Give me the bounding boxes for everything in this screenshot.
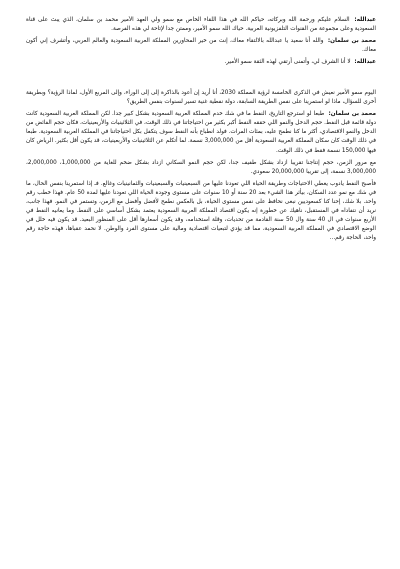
paragraph-7 <box>26 180 376 243</box>
paragraph-4 <box>26 89 376 107</box>
paragraph-2 <box>26 37 376 55</box>
paragraph-3 <box>26 58 376 67</box>
document-page <box>26 16 376 556</box>
speaker-label: عبدالله: <box>354 59 376 66</box>
paragraph-text: لا أنا الشرف لي، وأتمنى أرتقي لهذه الثقة سمو الأمير. <box>224 59 351 66</box>
paragraph-text: فأصبح النفط يادوب يغطي الاحتياجات وطريقة الحياة اللي تعودنا عليها من السبعينيات والسبعينيات والثمانينيات وغالع. فـ إذا استمرينا بنفس الحال، ما في شك مع نمو عدد السكان، بيأثر هذا الشيء بعد 20 سنة أو 10 سنوات على مستوى وجودة الحياة اللي تعودنا عليها لمدة 50 عام. فهذا خطب رقم واحد. بلا شك، إحنا كنا كسعوديين نبغى نحافظ على نفس مستوى الحياة، بل بالعكس نطمح لأفضل وأفضل مع الزمن، وتستمر في النمو. فهذا جانب، نريد أن نتفاداه في المستقبل، ناهيك عن خطورة إنه يكون اقتصاد المملكة العربية السعودية يعتمد بشكل أساسي على النفط. وما يعانيه النفط في الأربع سنوات في ال 40 سنة وال 50 سنة القادمة من تحديات، وقلة استخدامه، وقد يكون أسعارها أقل على المنظور البعيد. قد يكون فيه خلل في الوضع الاقتصادي في المملكة العربية السعودية، مما قد يؤدي لتبعيات اقتصادية ومالية على مستوى الفرد والوطن. لا نحمد عقباها، فهذه حاجة رقم واحد، الحاجة رقم... <box>26 180 376 241</box>
paragraph-text: اليوم سمو الأمير نعيش في الذكرى الخامسة لرؤية المملكة 2030، أنا أريد إن أعود بالذاكرة إلى إلى الوراء، وإلى المربع الأول، لماذا الرؤية؟ وبطريقة أخرى للسؤال، ماذا لو استمرينا على نفس الطريقة السابقة، دولة نفطية غنية تسير لسنوات بنفس الطريق؟ <box>26 90 376 106</box>
speaker-label: محمد بن سلمان: <box>327 38 376 45</box>
paragraph-text: طبعا لو استرجع التاريخ، النفط ما في شك خدم المملكة العربية السعودية بشكل كبير جدا. لكن المملكة العربية السعودية كانت دولة قائمة قبل النفط. حجم الدخل والنمو اللي حققه النفط أكبر بكثير من احتياجاتنا في ذلك الوقت، في الثلاثينيات والأربعينيات، فكان حجم الفائض من الدخل والنمو الاقتصادي، أكثر ما كنا نطمح عليه، بمئات المرات. فولد انطباع بأنه النفط سوف يتكفل بكل احتياجاتنا في المملكة العربية السعودية. طبعا في ذلك الوقت كان سكان المملكة العربية السعودية أقل من 3,000,000 نسمة. لما أتكلم عن الثلاثينيات والأربعينيات، قد يكون أقل بكثير. الرياض كان فيها 150,000 نسمة فقط في ذلك الوقت. <box>26 111 376 154</box>
speaker-label: محمد بن سلمان: <box>328 111 376 118</box>
paragraph-text: السلام عليكم ورحمة الله وبركاته، حياكم الله في هذا اللقاء الخاص مع سمو ولي العهد الأمير محمد بن سلمان، الذي يبث على قناة السعودية وعلى مجموعة من القنوات التلفزيونية العربية. حياك الله سمو الأمير، وممتن جدا لإتاحة لي هذه الفرصة. <box>26 17 376 33</box>
paragraph-1 <box>26 16 376 34</box>
paragraph-6 <box>26 159 376 177</box>
section-gap <box>26 77 376 89</box>
paragraph-text: مع مرور الزمن، حجم إنتاجنا تقريبا ازداد بشكل طفيف جدا، لكن حجم النمو السكاني ازداد بشكل ضخم للغاية من 1,000,000، 2,000,000، 3,000,000 نسمة، إلى تقريبا 20,000,000 سعودي. <box>26 159 376 175</box>
paragraph-text: والله أنا سعيد يا عبدالله بالالتقاء معاك، إنت من خير المحاورين المملكة العربية السعودية والعالم العربي، وأتشرف إني أكون معاك. <box>26 38 376 54</box>
speaker-label: عبدالله: <box>354 17 376 23</box>
paragraph-5 <box>26 110 376 155</box>
